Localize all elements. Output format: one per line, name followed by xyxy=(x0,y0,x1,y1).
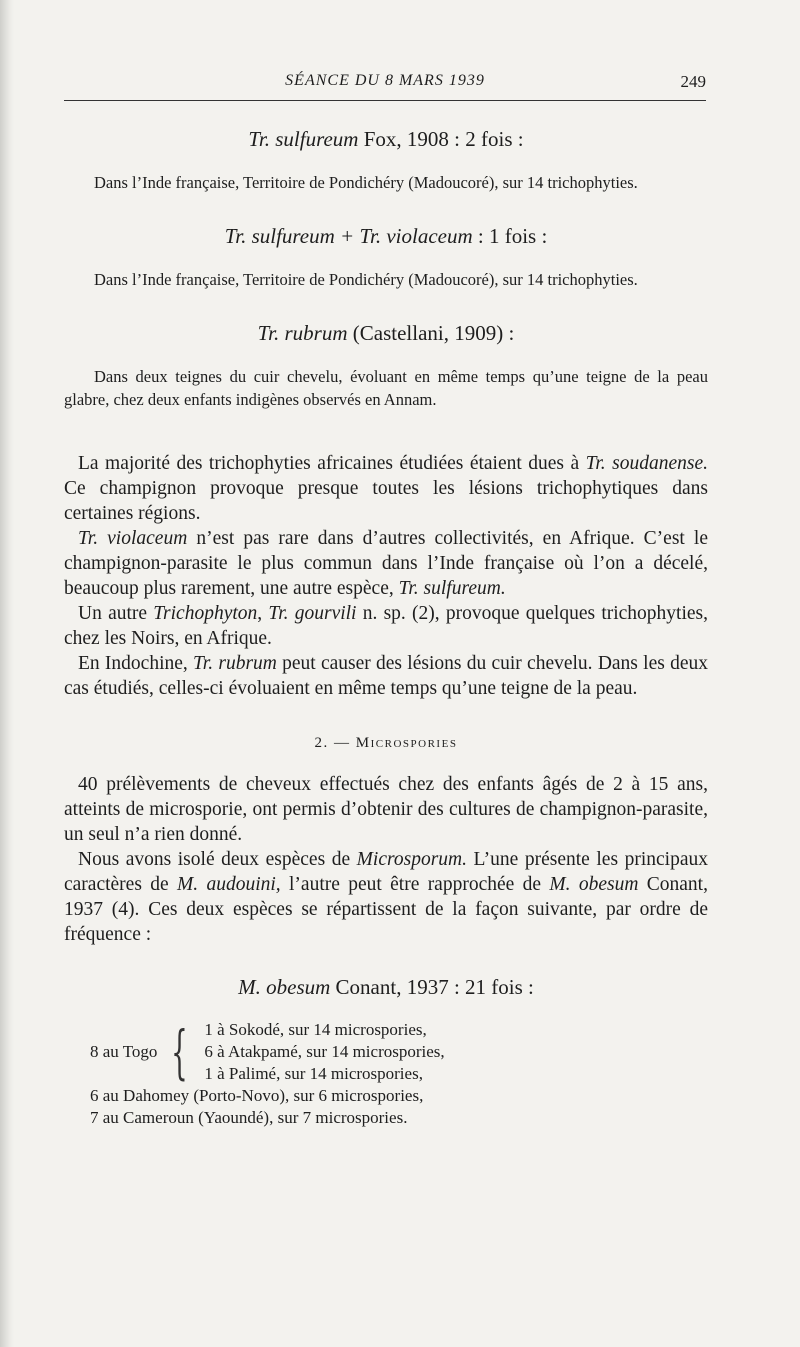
page-edge xyxy=(0,0,14,1347)
paragraph-soudanense: La majorité des trichophyties africaines étudiées étaient dues à Tr. soudanense. Ce champignon provoque presque toutes les lésions trichophytiques dans certaines régions. xyxy=(64,453,708,524)
species-name: Tr. rubrum xyxy=(193,653,277,674)
species-name: Tr. soudanense. xyxy=(585,453,708,474)
species-name: M. obesum xyxy=(549,874,639,895)
entry-authority: (Castellani, 1909) : xyxy=(347,321,515,345)
species-name: M. audouini, xyxy=(177,874,281,895)
list-item: 1 à Palimé, sur 14 microspories, xyxy=(204,1064,423,1083)
togo-lines xyxy=(204,1019,444,1085)
species-name: Tr. rubrum xyxy=(257,321,348,345)
list-item: 1 à Sokodé, sur 14 microspories, xyxy=(204,1020,427,1039)
running-title: SÉANCE DU 8 MARS 1939 xyxy=(285,72,485,89)
entry-title xyxy=(64,222,708,250)
species-name: Tr. violaceum xyxy=(78,528,188,549)
species-name: Tr. sulfureum + Tr. violaceum xyxy=(224,224,473,248)
togo-group xyxy=(90,1019,708,1085)
paragraph-violaceum: Tr. violaceum n’est pas rare dans d’autres collectivités, en Afrique. C’est le champignon-parasite le plus commun dans l’Inde française où l’on a décelé, beaucoup plus rarement, une autre espèce, Tr. sulfureum. xyxy=(64,528,708,599)
brace-icon: { xyxy=(171,1018,189,1086)
paragraph-prelevements: 40 prélèvements de cheveux effectués chez des enfants âgés de 2 à 15 ans, atteints de microsporie, ont permis d’obtenir des cultures de champignon-parasite, un seul n’a rien donné. xyxy=(64,774,708,845)
paragraph-gourvili: Un autre Trichophyton, Tr. gourvili n. sp. (2), provoque quelques trichophyties, chez les Noirs, en Afrique. xyxy=(64,603,709,649)
genus-name: Microsporum. xyxy=(356,849,467,870)
list-item-cameroun: 7 au Cameroun (Yaoundé), sur 7 microspories. xyxy=(90,1108,408,1127)
species-name: M. obesum xyxy=(238,975,331,999)
entry-title xyxy=(64,125,708,153)
entry-authority: : 1 fois : xyxy=(472,224,548,248)
list-item-dahomey: 6 au Dahomey (Porto-Novo), sur 6 microspories, xyxy=(90,1086,424,1105)
list-item: 6 à Atakpamé, sur 14 microspories, xyxy=(204,1042,445,1061)
paragraph-indochine: En Indochine, Tr. rubrum peut causer des lésions du cuir chevelu. Dans les deux cas étudiés, celles-ci évoluaient en même temps qu’une teigne de la peau. xyxy=(64,653,708,699)
species-name: Tr. sulfureum xyxy=(248,127,359,151)
page-number: 249 xyxy=(680,72,706,91)
distribution-list xyxy=(64,1019,708,1129)
entry-authority: Conant, 1937 : 21 fois : xyxy=(330,975,534,999)
genus-name: Trichophyton xyxy=(153,603,258,624)
entry-text: Dans deux teignes du cuir chevelu, évoluant en même temps qu’une teigne de la peau glabre, chez deux enfants indigènes observés en Annam. xyxy=(64,367,708,409)
entry-title xyxy=(64,319,708,347)
page-body xyxy=(64,125,708,1129)
entry-authority: Fox, 1908 : 2 fois : xyxy=(358,127,524,151)
running-header xyxy=(64,70,706,101)
section-heading: 2. — Microspories xyxy=(314,735,458,751)
entry-text: Dans l’Inde française, Territoire de Pondichéry (Madoucoré), sur 14 trichophyties. xyxy=(94,173,638,192)
entry-title-obesum xyxy=(64,973,708,1001)
paragraph-microsporum: Nous avons isolé deux espèces de Microsporum. L’une présente les principaux caractères de M. audouini, l’autre peut être rapprochée de M. obesum Conant, 1937 (4). Ces deux espèces se répartissent de la façon suivante, par ordre de fréquence : xyxy=(64,849,708,945)
entry-text: Dans l’Inde française, Territoire de Pondichéry (Madoucoré), sur 14 trichophyties. xyxy=(94,270,638,289)
species-name: Tr. sulfureum. xyxy=(398,578,506,599)
togo-label: 8 au Togo xyxy=(90,1042,158,1061)
entry-sulfureum xyxy=(64,125,708,194)
entry-sulfureum-violaceum xyxy=(64,222,708,291)
species-name: Tr. gourvili xyxy=(268,603,357,624)
entry-rubrum xyxy=(64,319,708,411)
